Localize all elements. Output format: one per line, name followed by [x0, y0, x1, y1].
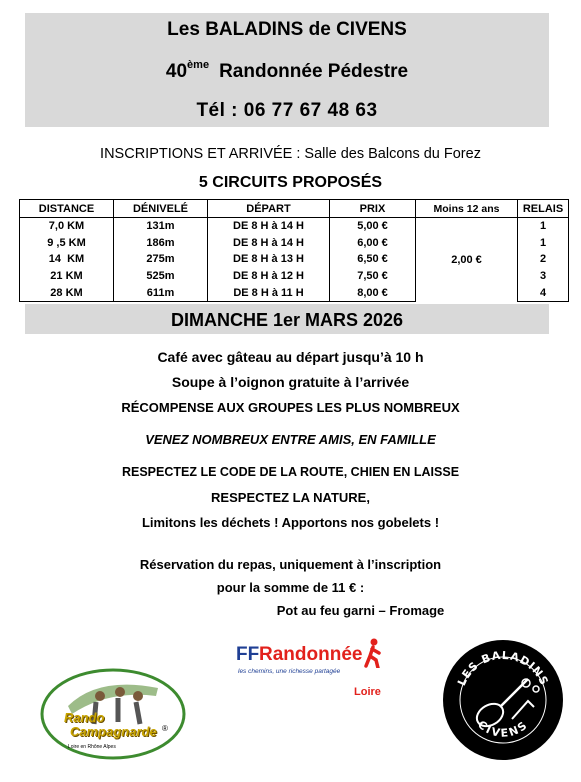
edition-number: 40: [165, 61, 188, 82]
cell-distance: 7,0 KM: [20, 218, 114, 235]
event-name: Randonnée Pédestre: [219, 61, 409, 82]
cell-distance: 21 KM: [20, 268, 114, 285]
cell-denivele: 611m: [114, 284, 208, 301]
club-name: Les BALADINS de CIVENS: [167, 19, 407, 40]
phone-number: Tél : 06 77 67 48 63: [196, 100, 378, 121]
baladins-bottom-text: CIVENS: [475, 718, 531, 740]
cell-denivele: 186m: [114, 235, 208, 252]
route-line: RESPECTEZ LE CODE DE LA ROUTE, CHIEN EN LAISSE: [121, 465, 460, 479]
cell-prix: 5,00 €: [330, 218, 416, 235]
venez-line: VENEZ NOMBREUX ENTRE AMIS, EN FAMILLE: [145, 432, 436, 447]
cell-denivele: 131m: [114, 218, 208, 235]
table-row: [20, 218, 569, 235]
cafe-line: Café avec gâteau au départ jusqu’à 10 h: [157, 349, 424, 365]
ffr-tagline: les chemins, une richesse partagée: [238, 668, 341, 675]
somme-line: pour la somme de 11 € :: [216, 580, 365, 595]
cell-prix: 6,00 €: [330, 235, 416, 252]
rando-word: Rando: [64, 710, 105, 725]
cell-prix: 8,00 €: [330, 284, 416, 301]
cell-relais: 1: [518, 218, 569, 235]
col-relais: RELAIS: [518, 200, 569, 218]
cell-under12-price: 2,00 €: [416, 218, 518, 302]
rando-campagnarde-logo: [38, 666, 188, 762]
event-date: DIMANCHE 1er MARS 2026: [25, 304, 549, 334]
cell-distance: 9 ,5 KM: [20, 235, 114, 252]
cell-distance: 14 KM: [20, 251, 114, 268]
cell-depart: DE 8 H à 14 H: [208, 218, 330, 235]
reservation-line: Réservation du repas, uniquement à l’inscription: [139, 557, 442, 572]
ff-text: FF: [236, 644, 260, 665]
cell-prix: 6,50 €: [330, 251, 416, 268]
cell-prix: 7,50 €: [330, 268, 416, 285]
circuits-title: 5 CIRCUITS PROPOSÉS: [198, 174, 383, 191]
campagnarde-word: Campagnarde: [70, 724, 157, 739]
cell-denivele: 275m: [114, 251, 208, 268]
cell-depart: DE 8 H à 14 H: [208, 235, 330, 252]
table-header-row: [20, 200, 569, 218]
cell-depart: DE 8 H à 11 H: [208, 284, 330, 301]
cell-denivele: 525m: [114, 268, 208, 285]
hiker-icon: [362, 638, 384, 668]
cell-depart: DE 8 H à 12 H: [208, 268, 330, 285]
cell-relais: 2: [518, 251, 569, 268]
soupe-line: Soupe à l’oignon gratuite à l’arrivée: [171, 374, 410, 390]
baladins-emblem: [442, 639, 564, 761]
event-title: [25, 59, 549, 83]
col-denivele: DÉNIVELÉ: [114, 200, 208, 218]
randonnee-text: Randonnée: [259, 644, 363, 665]
inscriptions-line: INSCRIPTIONS ET ARRIVÉE : Salle des Balcons du Forez: [100, 146, 481, 162]
dechets-line: Limitons les déchets ! Apportons nos gobelets !: [141, 515, 440, 530]
circuits-table: [19, 199, 569, 302]
cell-relais: 4: [518, 284, 569, 301]
cell-depart: DE 8 H à 13 H: [208, 251, 330, 268]
ffrandonnee-logo: [236, 638, 386, 698]
cell-relais: 3: [518, 268, 569, 285]
baladins-civens-logo: [442, 639, 564, 761]
baladins-top-text: LES BALADINS: [455, 648, 551, 688]
nature-line: RESPECTEZ LA NATURE,: [211, 490, 370, 505]
col-distance: DISTANCE: [20, 200, 114, 218]
rando-tagline: Loire en Rhône Alpes: [68, 744, 116, 750]
recompense-line: RÉCOMPENSE AUX GROUPES LES PLUS NOMBREUX: [121, 400, 460, 415]
cell-relais: 1: [518, 235, 569, 252]
col-under12: Moins 12 ans: [416, 200, 518, 218]
col-depart: DÉPART: [208, 200, 330, 218]
menu-line: Pot au feu garni – Fromage: [276, 603, 445, 618]
col-prix: PRIX: [330, 200, 416, 218]
cell-distance: 28 KM: [20, 284, 114, 301]
ffr-region: Loire: [354, 686, 381, 698]
header-banner: [25, 13, 549, 127]
registered-mark: ®: [162, 724, 168, 733]
edition-suffix: ème: [187, 59, 210, 71]
